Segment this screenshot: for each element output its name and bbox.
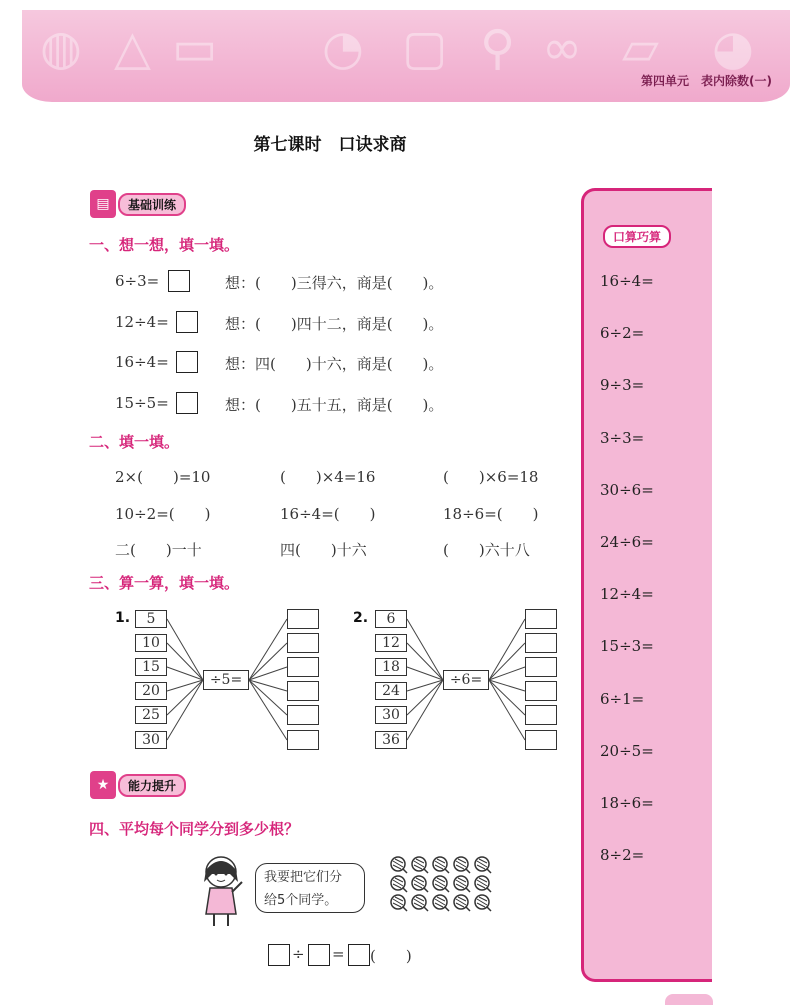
- dividend-box: 20: [135, 682, 167, 700]
- section1-heading: 一、想一想，填一填。: [89, 236, 240, 254]
- division-sign: ÷: [292, 945, 305, 963]
- connector-line: [249, 667, 287, 680]
- speech-line: 我要把它们分: [264, 870, 343, 885]
- dividend-box[interactable]: [268, 944, 290, 966]
- section3-heading: 三、算一算，填一填。: [89, 574, 240, 592]
- equals-sign: =: [332, 945, 345, 963]
- dividend-box: 10: [135, 634, 167, 652]
- operator-box: ÷6=: [443, 670, 489, 690]
- magnifier-icon: ⚲: [480, 20, 516, 76]
- fill-blank-item[interactable]: ( )六十八: [443, 541, 530, 559]
- hint-text: 想：四( )十六，商是( )。: [225, 355, 444, 373]
- book-icon: ▭: [172, 20, 218, 76]
- dividend-box: 24: [375, 682, 407, 700]
- expression: 6÷3=: [115, 272, 160, 290]
- fill-blank-item[interactable]: ( )×4=16: [280, 468, 376, 486]
- answer-box[interactable]: [287, 705, 319, 725]
- mental-math-item: 15÷3=: [600, 637, 654, 656]
- dividend-box: 36: [375, 731, 407, 749]
- answer-box[interactable]: [287, 609, 319, 629]
- dividend-box: 25: [135, 706, 167, 724]
- unit-label: 第四单元 表内除数(一): [641, 74, 772, 88]
- connector-line: [489, 619, 525, 680]
- answer-box[interactable]: [287, 681, 319, 701]
- alarm-clock-icon: ◔: [322, 20, 364, 76]
- fill-blank-item[interactable]: 二( )一十: [115, 541, 202, 559]
- lollipop-group: [388, 855, 498, 915]
- badge-label: 能力提升: [118, 774, 186, 797]
- sidebar-title: 口算巧算: [603, 225, 671, 248]
- answer-box[interactable]: [525, 730, 557, 750]
- section2-heading: 二、填一填。: [89, 433, 180, 451]
- unit-paren: ( ): [370, 947, 412, 965]
- schoolbag-icon: ▢: [402, 20, 448, 76]
- answer-box[interactable]: [525, 705, 557, 725]
- section4-heading: 四、平均每个同学分到多少根？: [89, 820, 300, 838]
- answer-box[interactable]: [525, 681, 557, 701]
- glasses-icon: ∞: [542, 20, 582, 76]
- page-number-tab: [665, 994, 713, 1005]
- connector-line: [489, 667, 525, 680]
- answer-box[interactable]: [287, 730, 319, 750]
- expression: 16÷4=: [115, 353, 169, 371]
- dividend-box: 6: [375, 610, 407, 628]
- hint-text: 想：( )五十五，商是( )。: [225, 396, 444, 414]
- expression: 15÷5=: [115, 394, 169, 412]
- trophy-icon: ★: [90, 771, 116, 799]
- girl-figure: [196, 852, 246, 928]
- divisor-box[interactable]: [308, 944, 330, 966]
- mental-math-item: 12÷4=: [600, 585, 654, 604]
- dividend-box: 5: [135, 610, 167, 628]
- fill-blank-item[interactable]: ( )×6=18: [443, 468, 539, 486]
- speech-bubble: [255, 863, 365, 913]
- connector-line: [249, 619, 287, 680]
- connector-line: [407, 667, 443, 680]
- mental-math-item: 30÷6=: [600, 480, 654, 499]
- mental-math-item: 8÷2=: [600, 846, 645, 865]
- speech-line: 给5个同学。: [264, 893, 338, 908]
- fill-blank-item[interactable]: 18÷6=( ): [443, 505, 539, 523]
- mental-math-item: 9÷3=: [600, 376, 645, 395]
- dividend-box: 30: [135, 731, 167, 749]
- dividend-box: 18: [375, 658, 407, 676]
- books-icon: ▤: [90, 190, 116, 218]
- page-title: 第七课时 口诀求商: [253, 135, 407, 155]
- fill-blank-item[interactable]: 四( )十六: [280, 541, 367, 559]
- fill-blank-item[interactable]: 16÷4=( ): [280, 505, 376, 523]
- hint-text: 想：( )四十二，商是( )。: [225, 315, 444, 333]
- answer-box[interactable]: [287, 633, 319, 653]
- connector-line: [407, 619, 443, 680]
- connector-line: [167, 667, 203, 680]
- answer-box[interactable]: [525, 609, 557, 629]
- fill-blank-item[interactable]: 2×( )=10: [115, 468, 211, 486]
- hint-text: 想：( )三得六，商是( )。: [225, 274, 444, 292]
- dividend-box: 12: [375, 634, 407, 652]
- ability-badge: [90, 771, 186, 799]
- mental-math-item: 16÷4=: [600, 272, 654, 290]
- globe-icon: ◕: [712, 20, 754, 76]
- answer-box[interactable]: [525, 657, 557, 677]
- mental-math-item: 18÷6=: [600, 794, 654, 812]
- answer-box[interactable]: [525, 633, 557, 653]
- globe-icon: ◍: [40, 20, 82, 76]
- answer-box[interactable]: [287, 657, 319, 677]
- mental-math-item: 6÷2=: [600, 324, 645, 343]
- operator-box: ÷5=: [203, 670, 249, 690]
- connector-line: [249, 643, 287, 680]
- mental-math-item: 20÷5=: [600, 741, 654, 760]
- compass-icon: △: [114, 20, 151, 76]
- question-label: 1.: [115, 610, 131, 626]
- quotient-box[interactable]: [348, 944, 370, 966]
- dividend-box: 30: [375, 706, 407, 724]
- badge-label: 基础训练: [118, 193, 186, 216]
- dividend-box: 15: [135, 658, 167, 676]
- question-label: 2.: [353, 610, 369, 626]
- mental-math-item: 3÷3=: [600, 428, 645, 447]
- expression: 12÷4=: [115, 313, 169, 331]
- mental-math-item: 24÷6=: [600, 533, 654, 551]
- connector-line: [167, 619, 203, 680]
- open-book-icon: ▱: [622, 20, 659, 76]
- mental-math-item: 6÷1=: [600, 689, 645, 708]
- fill-blank-item[interactable]: 10÷2=( ): [115, 505, 211, 523]
